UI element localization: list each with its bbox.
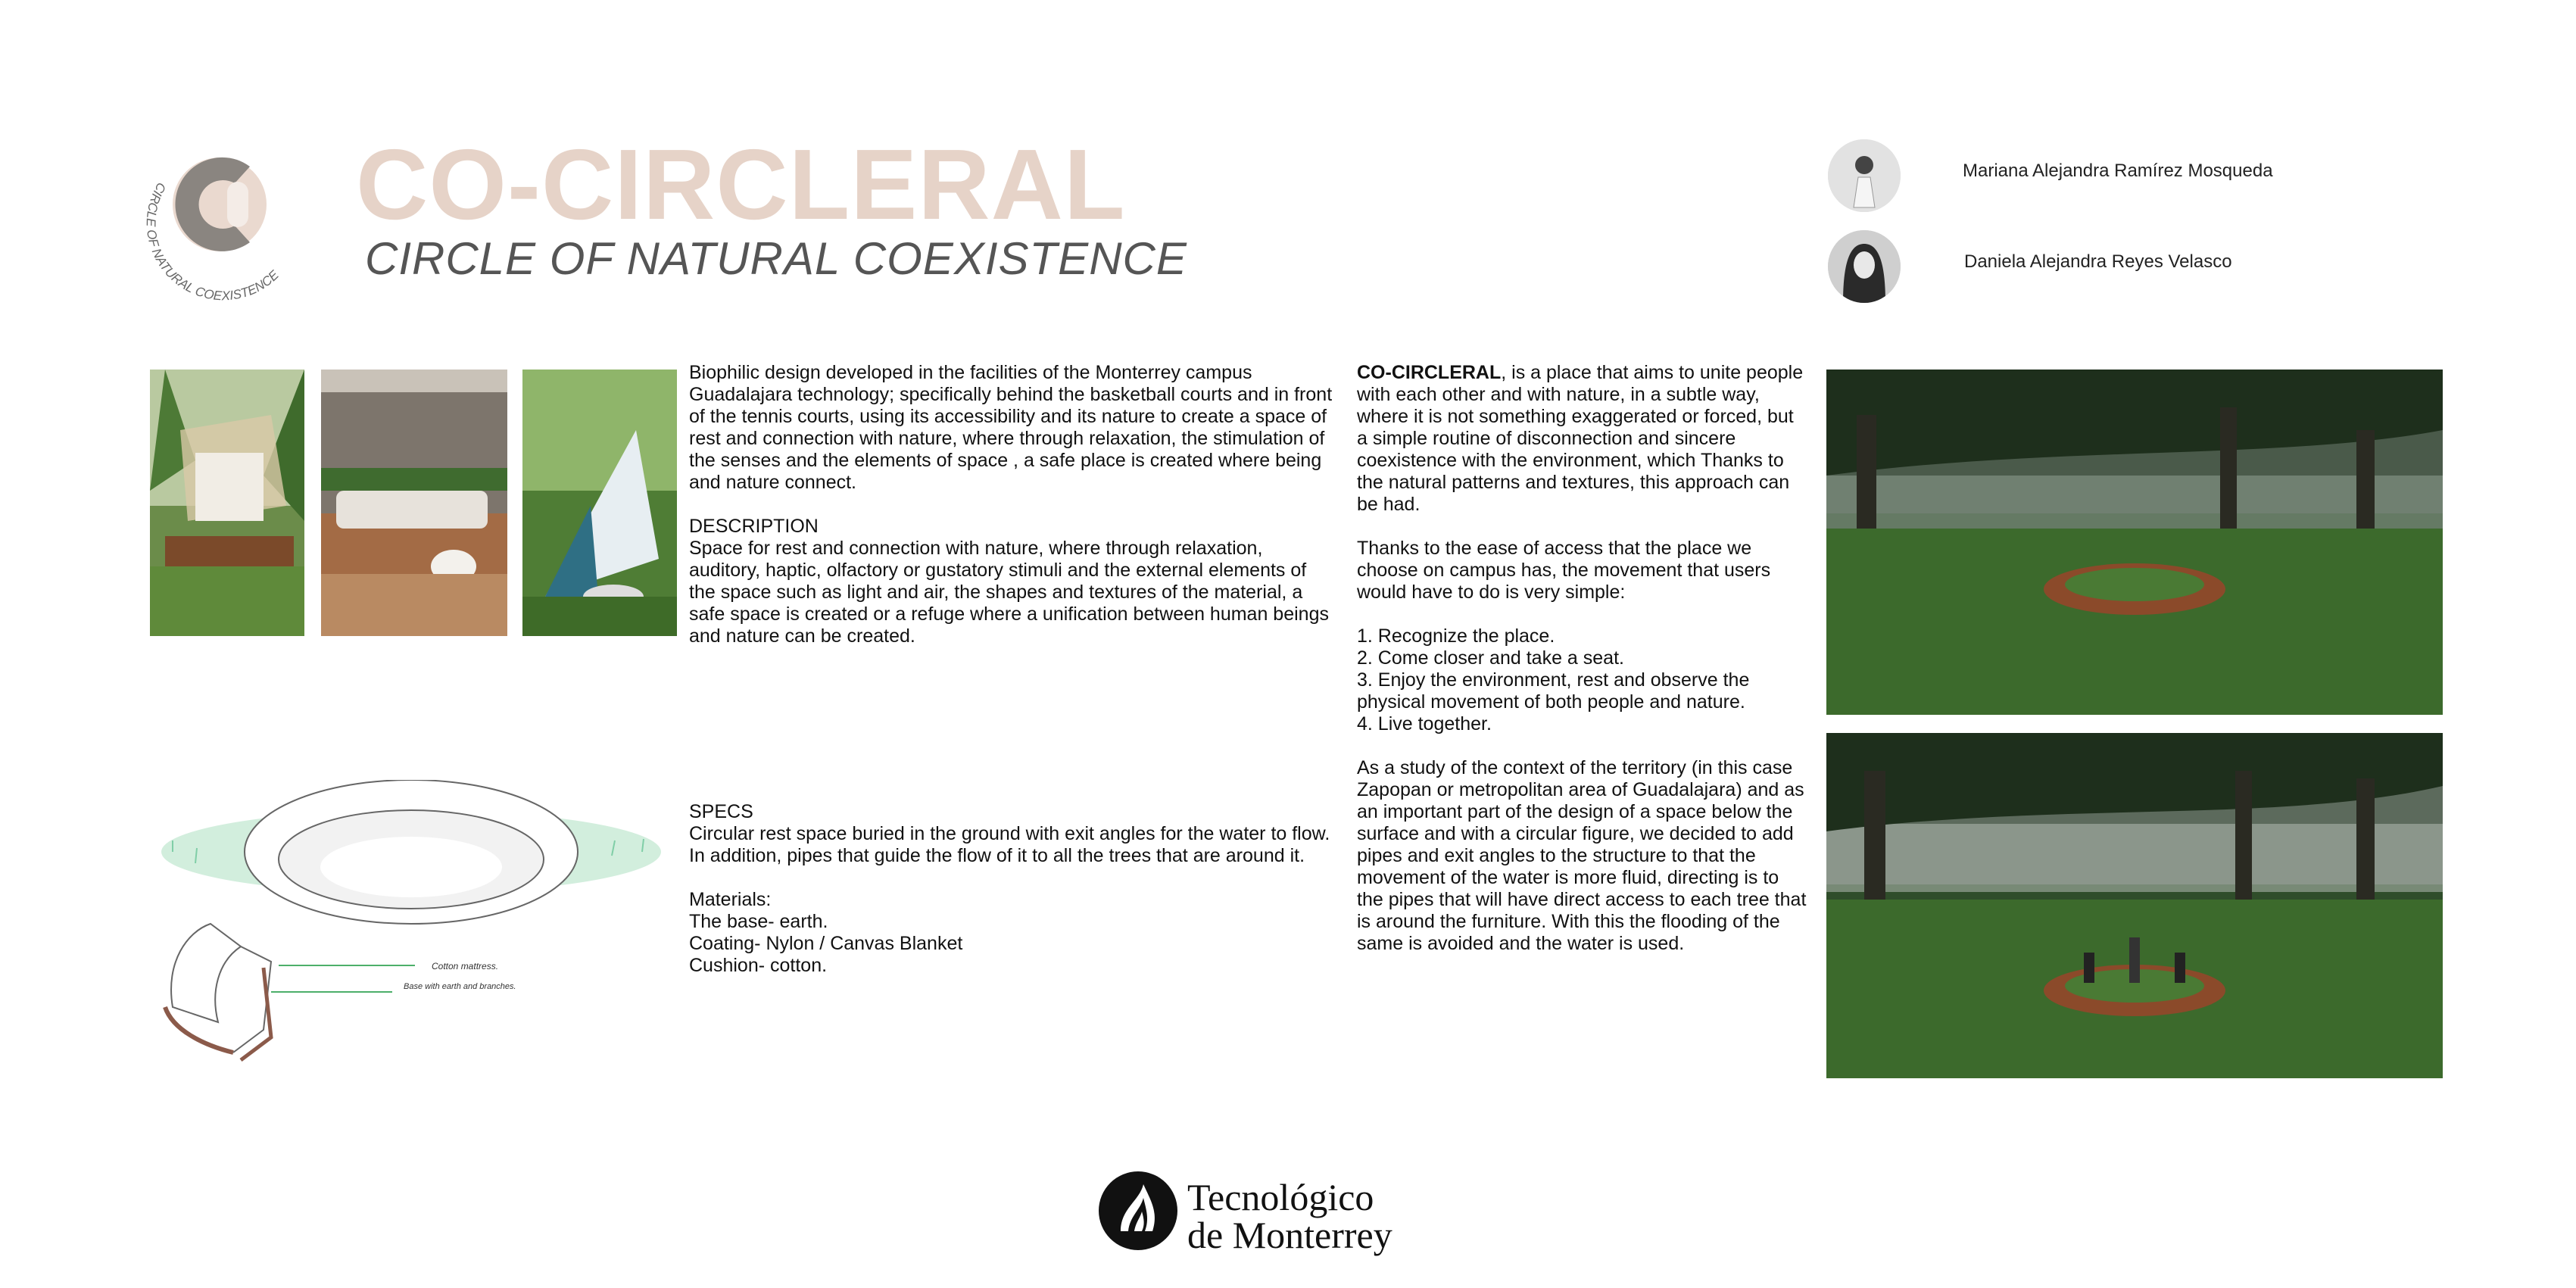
material-item: Coating- Nylon / Canvas Blanket [689,933,963,954]
description-paragraph: Space for rest and connection with nature, where through relaxation, auditory, haptic, olfactory or gustatory stimuli and the external elements of the space such as light and air, the shapes and textures of the material, a safe space is created or a refuge where a unification between human beings and nature can be created. [689,538,1329,647]
step-item: 1. Recognize the place. [1357,625,1555,647]
diagram-label-cotton: Cotton mattress. [432,961,499,971]
specs-diagram [157,780,665,1068]
specs-paragraph: Circular rest space buried in the ground with exit angles for the water to flow. In addition, pipes that guide the flow of it to all the trees that are around it. [689,823,1330,866]
concept-lead-text: , is a place that aims to unite people with each other and with nature, in a subtle way, where it is not something exaggerated or forced, but a simple routine of disconnection and sincere coexistence with the environment, which Thanks to the natural patterns and textures, this approach can be had. [1357,362,1804,515]
author-photo-1 [1828,139,1901,212]
author-photo-icon [1828,139,1901,212]
author-name-1: Mariana Alejandra Ramírez Mosqueda [1963,161,2273,181]
materials-heading: Materials: [689,889,772,910]
access-paragraph: Thanks to the ease of access that the place we choose on campus has, the movement that users would have to do is very simple: [1357,538,1771,603]
author-photo-2 [1828,230,1901,303]
specs-text-block [689,801,1333,977]
institution-name-line2: de Monterrey [1187,1214,1392,1256]
concept-lead-bold: CO-CIRCLERAL [1357,362,1502,383]
co-circleral-logo [136,136,310,310]
reference-photo-tent [522,370,677,636]
author-name-2: Daniela Alejandra Reyes Velasco [1964,251,2232,272]
step-item: 3. Enjoy the environment, rest and observe the physical movement of both people and nature. [1357,669,1750,713]
step-item: 2. Come closer and take a seat. [1357,647,1624,669]
intro-text-block [689,362,1333,647]
description-heading: DESCRIPTION [689,516,819,537]
material-item: Cushion- cotton. [689,955,828,976]
reference-photo-pergola [150,370,304,636]
diagram-label-base: Base with earth and branches. [404,982,516,991]
page-subtitle: CIRCLE OF NATURAL COEXISTENCE [365,233,1187,284]
concept-text-block [1357,362,1808,955]
reference-photo-lounge [321,370,507,636]
intro-paragraph: Biophilic design developed in the facilities of the Monterrey campus Guadalajara technology; specifically behind the basketball courts and in front of the tennis courts, using its accessibility and its nature to create a space of rest and connection with nature, where through relaxation, the stimulation of the senses and the elements of space , a safe place is created where being and nature connect. [689,362,1333,493]
render-photo-empty [1826,370,2443,715]
context-paragraph: As a study of the context of the territory (in this case Zapopan or metropolitan area of Guadalajara) and as an important part of the design of a space below the surface and with a circular figure, we decided to add pipes and exit angles to the structure to that the movement of the water is more fluid, directing is to the pipes that will have direct access to each tree that is around the furniture. With this the flooding of the same is avoided and the water is used. [1357,757,1807,954]
step-item: 4. Live together. [1357,713,1492,734]
author-photo-icon [1828,230,1901,303]
render-photo-people [1826,733,2443,1078]
material-item: The base- earth. [689,911,828,932]
institution-name-line1: Tecnológico [1187,1176,1374,1218]
page-title: CO-CIRCLERAL [356,129,1126,240]
concept-lead [1357,362,1808,516]
logo-ring-text: CIRCLE OF NATURAL COEXISTENCE [143,179,282,304]
tec-flame-icon [1098,1171,1178,1251]
specs-heading: SPECS [689,801,753,822]
